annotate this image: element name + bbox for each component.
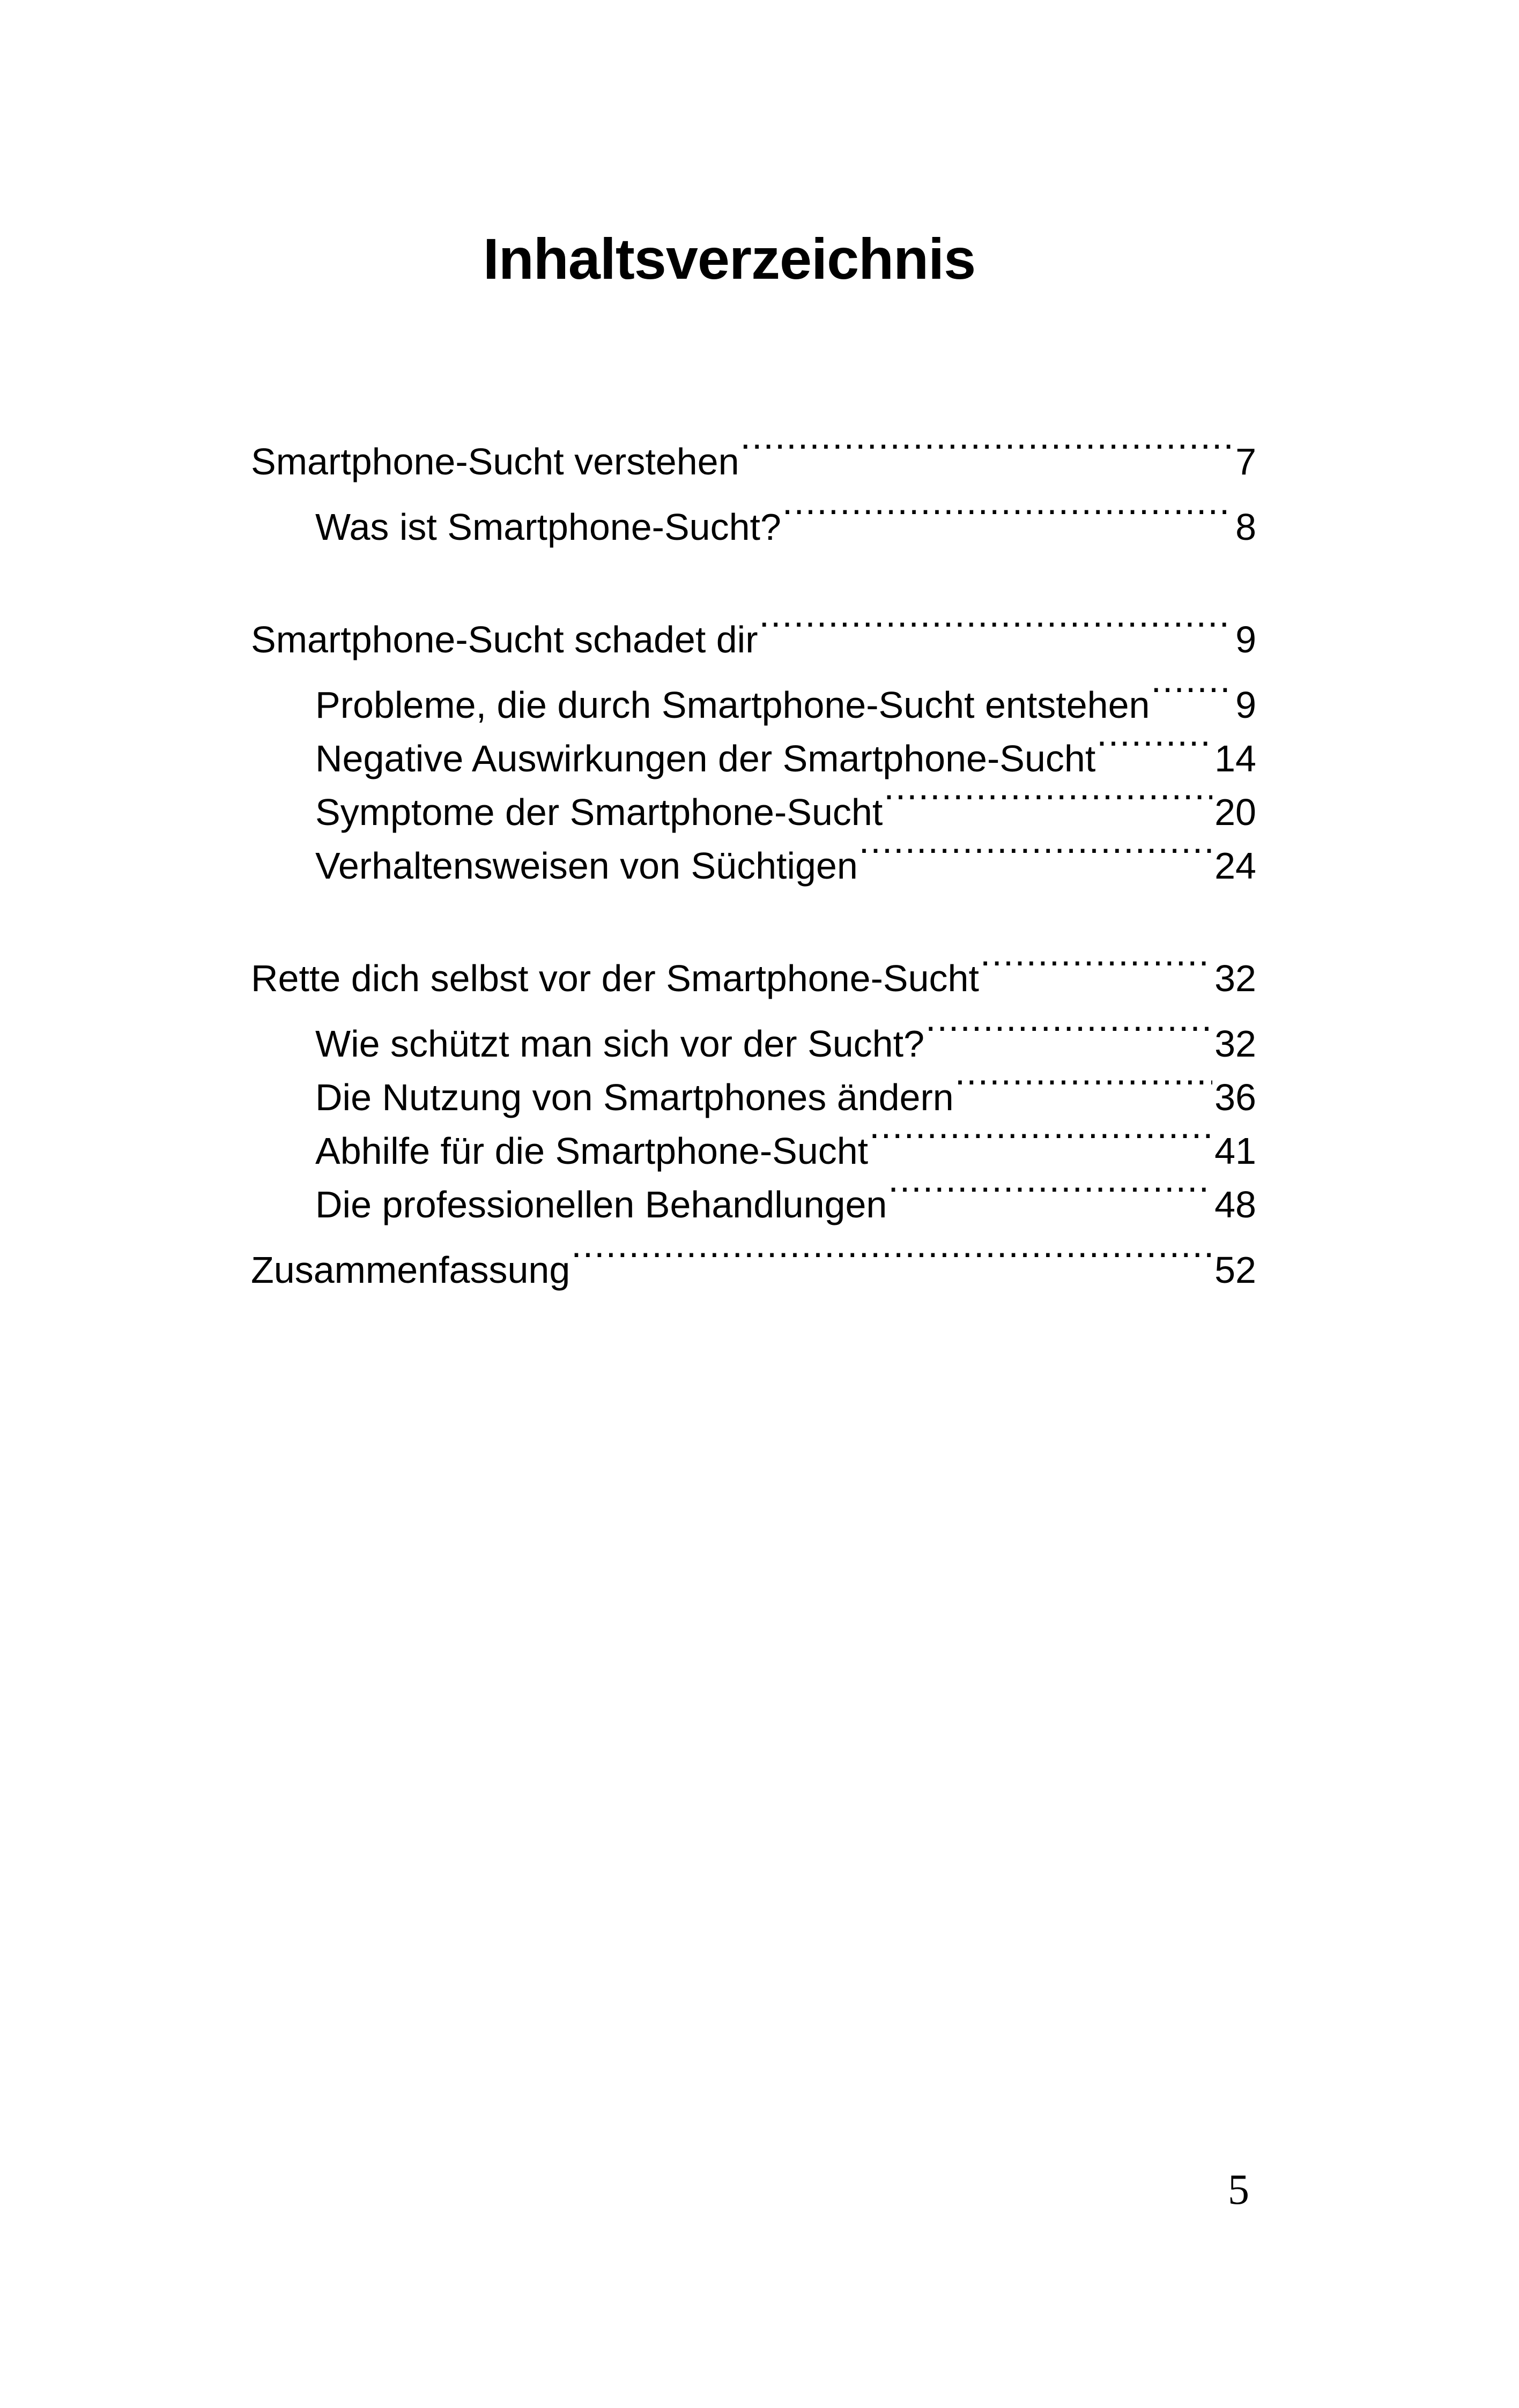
dot-leader	[980, 938, 1212, 991]
toc-entry-label: Symptome der Smartphone-Sucht	[315, 791, 883, 833]
page-title: Inhaltsverzeichnis	[483, 226, 976, 291]
toc-entry-page: 20	[1214, 791, 1256, 833]
toc-entry-page: 52	[1214, 1249, 1256, 1291]
toc-entry-label: Probleme, die durch Smartphone-Sucht entstehen	[315, 684, 1150, 726]
toc-entry[interactable]	[251, 1229, 1256, 1291]
dot-leader	[869, 1110, 1212, 1164]
toc-subentry[interactable]	[251, 486, 1256, 548]
dot-leader	[571, 1229, 1212, 1283]
toc-entry-page: 41	[1214, 1130, 1256, 1172]
dot-leader	[782, 486, 1233, 540]
toc-entry-label: Rette dich selbst vor der Smartphone-Sucht	[251, 957, 979, 999]
table-of-contents	[251, 421, 1256, 1291]
toc-entry-page: 9	[1235, 684, 1256, 726]
toc-entry-page: 14	[1214, 738, 1256, 779]
toc-entry[interactable]	[251, 938, 1256, 999]
toc-subentry[interactable]	[251, 1003, 1256, 1065]
toc-entry-page: 32	[1214, 957, 1256, 999]
dot-leader	[888, 1164, 1212, 1217]
dot-leader	[1096, 718, 1212, 771]
toc-entry-label: Smartphone-Sucht verstehen	[251, 441, 739, 482]
toc-entry-label: Die professionellen Behandlungen	[315, 1184, 887, 1225]
toc-entry-label: Negative Auswirkungen der Smartphone-Sucht	[315, 738, 1096, 779]
toc-entry-page: 8	[1235, 506, 1256, 548]
dot-leader	[740, 421, 1234, 474]
toc-entry-label: Wie schützt man sich vor der Sucht?	[315, 1023, 924, 1065]
dot-leader	[859, 825, 1212, 879]
toc-entry-page: 7	[1235, 441, 1256, 482]
toc-entry-label: Verhaltensweisen von Süchtigen	[315, 845, 858, 887]
toc-entry-label: Was ist Smartphone-Sucht?	[315, 506, 781, 548]
dot-leader	[759, 599, 1234, 652]
dot-leader	[925, 1003, 1212, 1057]
toc-subentry[interactable]	[251, 664, 1256, 726]
toc-entry-page: 32	[1214, 1023, 1256, 1065]
toc-entry-page: 36	[1214, 1076, 1256, 1118]
toc-entry-label: Abhilfe für die Smartphone-Sucht	[315, 1130, 869, 1172]
toc-entry-label: Smartphone-Sucht schadet dir	[251, 619, 758, 660]
toc-entry-label: Zusammenfassung	[251, 1249, 570, 1291]
page-number: 5	[1228, 2166, 1249, 2213]
toc-entry-page: 9	[1235, 619, 1256, 660]
toc-entry[interactable]	[251, 599, 1256, 660]
dot-leader	[955, 1057, 1212, 1110]
toc-entry[interactable]	[251, 421, 1256, 482]
dot-leader	[884, 771, 1212, 825]
toc-entry-label: Die Nutzung von Smartphones ändern	[315, 1076, 954, 1118]
toc-entry-page: 48	[1214, 1184, 1256, 1225]
toc-entry-page: 24	[1214, 845, 1256, 887]
dot-leader	[1151, 664, 1233, 718]
